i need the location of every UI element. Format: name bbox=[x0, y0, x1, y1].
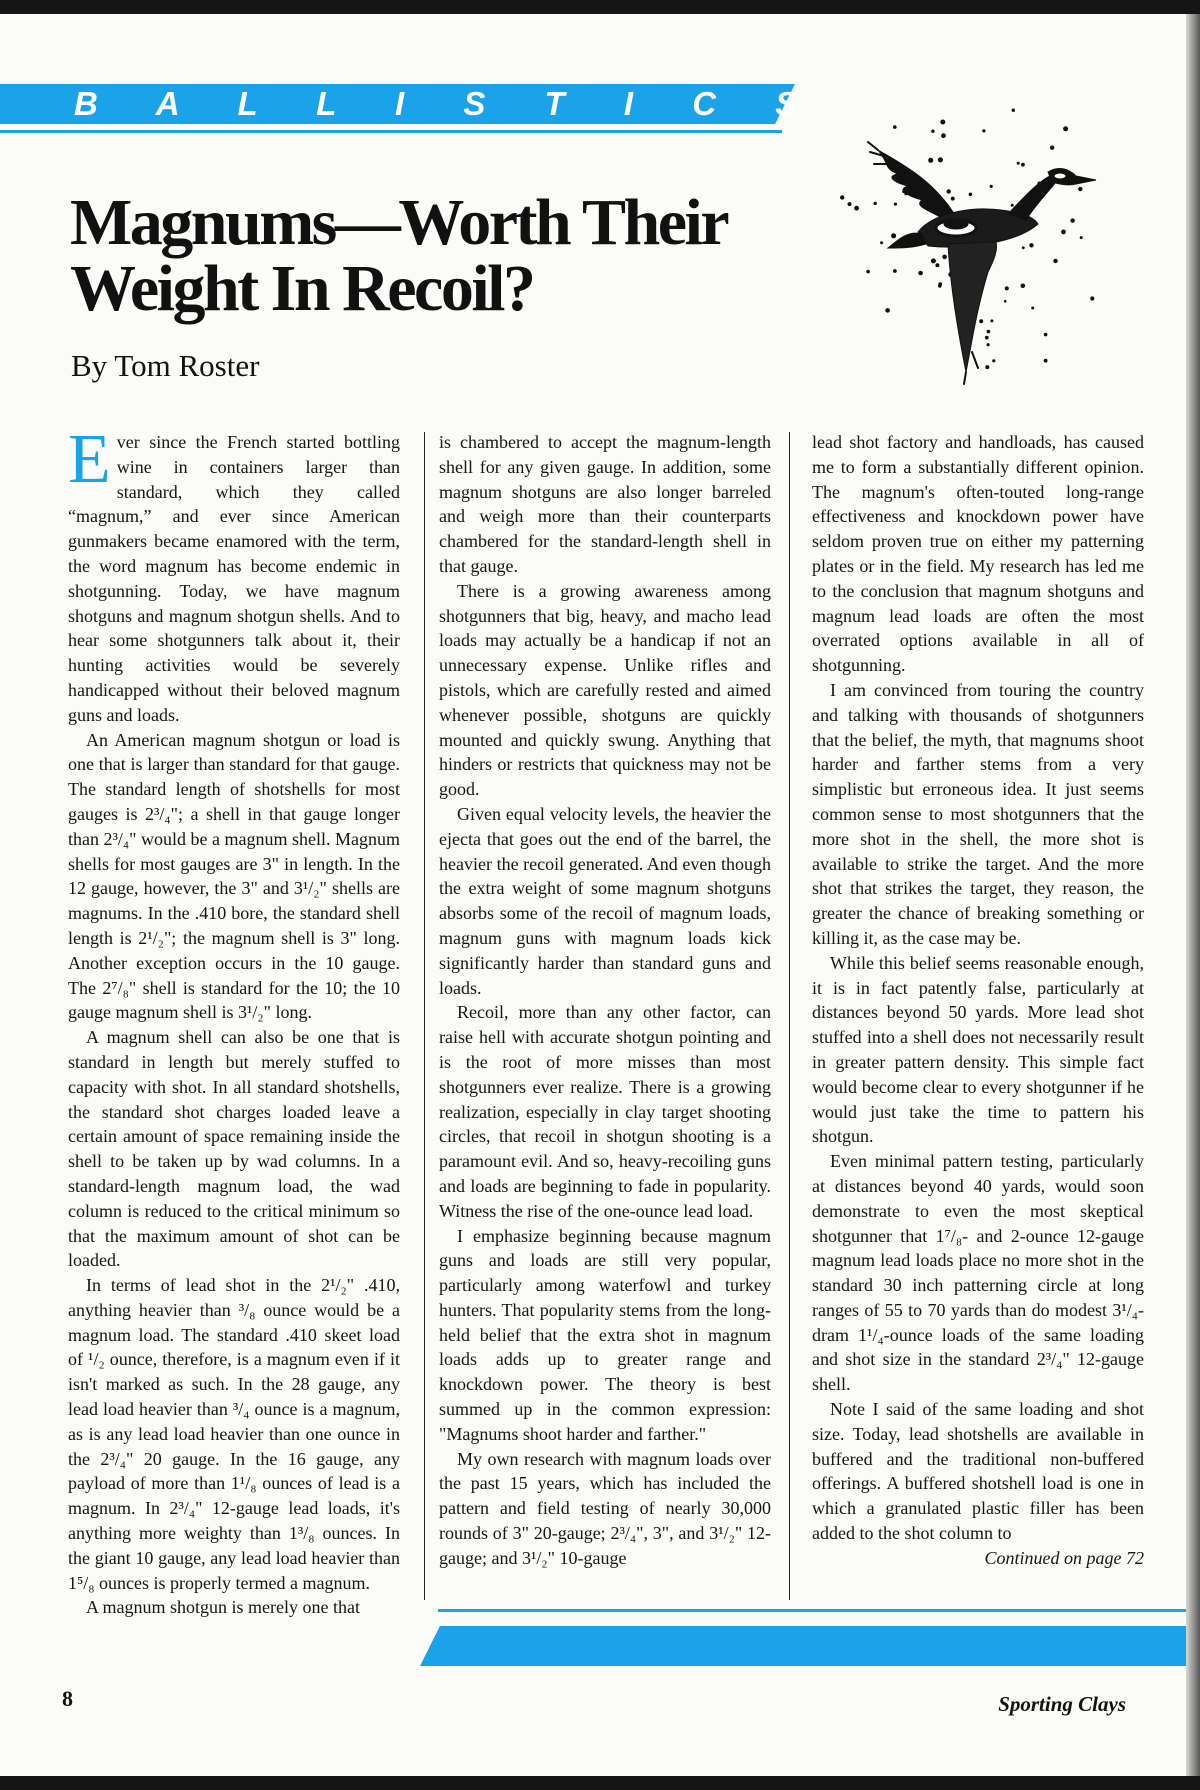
scan-border-top bbox=[0, 0, 1200, 14]
shot-pellet bbox=[1021, 163, 1025, 167]
paragraph: There is a growing awareness among shotgunners that big, heavy, and macho lead loads may actually be a handicap if not an unnecessary expense. Unlike rifles and pistols, which are carefully rested and aimed whenever possible, shotguns are quickly mounted and quickly swung. Anything that hinders or restricts that quickness may not be good. bbox=[439, 580, 771, 800]
article-title: Magnums—Worth Their Weight In Recoil? bbox=[70, 186, 726, 325]
shot-pellet bbox=[1090, 296, 1094, 300]
shot-pellet bbox=[987, 343, 990, 346]
paragraph: A magnum shotgun is merely one that bbox=[86, 1597, 360, 1618]
shot-pellet bbox=[1070, 218, 1074, 222]
shot-pellet bbox=[1021, 284, 1026, 289]
shot-pellet bbox=[874, 202, 877, 205]
shot-pellet bbox=[938, 284, 942, 288]
shot-pellet bbox=[891, 233, 896, 238]
paragraph: I emphasize beginning because magnum guns and loads are still very popular, particularly among waterfowl and turkey hunters. That popularity stems from the long-held belief that the extra shot in magnum loads adds up to greater range and knockdown power. The theory is best summed up in the common expression: "Magnums shoot harder and farther." bbox=[439, 1225, 771, 1444]
article-column-2 bbox=[439, 430, 771, 1571]
shot-pellet bbox=[854, 206, 859, 211]
shot-pellet bbox=[942, 255, 947, 260]
page-edge bbox=[1186, 0, 1200, 1790]
shot-pellet bbox=[1031, 307, 1034, 310]
shot-pellet bbox=[990, 319, 993, 322]
shot-pellet bbox=[1012, 109, 1015, 112]
shot-pellet bbox=[840, 195, 844, 199]
shot-pellet bbox=[982, 129, 985, 132]
shot-pellet bbox=[940, 120, 945, 125]
shot-pellet bbox=[951, 197, 955, 201]
shot-pellet bbox=[1029, 243, 1033, 247]
shot-pellet bbox=[1022, 246, 1025, 249]
shot-pellet bbox=[1005, 286, 1009, 290]
shot-pellet bbox=[985, 365, 989, 369]
shot-pellet bbox=[1063, 126, 1068, 131]
shot-pellet bbox=[1053, 259, 1057, 263]
shot-pellet bbox=[990, 185, 993, 188]
scan-border-bottom bbox=[0, 1776, 1200, 1790]
shot-pellet bbox=[1050, 146, 1054, 150]
paragraph: Given equal velocity levels, the heavier the ejecta that goes out the end of the barrel, the heavier the recoil generated. And even though the extra weight of some magnum shotguns absorbs some of the recoil of magnum loads, magnum guns with magnum loads kick significantly harder than standard guns and loads. bbox=[439, 803, 771, 998]
shot-pellet bbox=[928, 158, 933, 163]
shot-pellet bbox=[1004, 300, 1007, 303]
shot-pellet bbox=[987, 330, 991, 334]
shot-pellet bbox=[1078, 187, 1082, 191]
paragraph: I am convinced from touring the country and talking with thousands of shotgunners that the belief, the myth, that magnums shoot harder and farther stems from a very simplistic but erroneous idea. It just seems common sense to most shotgunners that the more shot in the shell, the more shot is available to strike the target. And the more shot that strikes the target, they reason, the greater the chance of breaking something or killing it, as the case may be. bbox=[812, 679, 1144, 948]
footer-band bbox=[420, 1626, 1186, 1666]
article-byline: By Tom Roster bbox=[71, 348, 260, 383]
shot-pellet bbox=[894, 203, 897, 206]
section-label: B A L L I S T I C S bbox=[74, 85, 823, 122]
paragraph: Note I said of the same loading and shot size. Today, lead shotshells are available in buffered and the traditional non-buffered offerings. A buffered shotshell load is one in which a granulated plastic filler has been added to the shot column to bbox=[812, 1399, 1144, 1544]
magazine-name: Sporting Clays bbox=[998, 1692, 1126, 1716]
drop-cap: E bbox=[68, 421, 111, 498]
paragraph: A magnum shell can also be one that is standard in length but merely stuffed to capacity with shot. In all standard shotshells, the standard shot charges loaded leave a certain amount of space remaining inside the shell to be taken up by wad columns. In a standard-length magnum load, the wad column is reduced to the critical minimum so that the maximum amount of shot can be loaded. bbox=[68, 1027, 400, 1271]
page-number: 8 bbox=[62, 1686, 73, 1711]
shot-pellet bbox=[893, 269, 897, 273]
paragraph: An American magnum shotgun or load is one that is larger than standard for that gauge. The standard length of shotshells for most gauges is 2³/₄"; a shell in that gauge longer than 2³/₄" would be a magnum shell. Magnum shells for most gauges are 3" in length. In the 12 gauge, however, the 3" and 3¹/₂" shells are magnums. In the .410 bore, the standard shell length is 2¹/₂"; the magnum shell is 3" long. Another exception occurs in the 10 gauge. The 2⁷/₈" shell is standard for the 10; the 10 gauge magnum shell is 3¹/₂" long. bbox=[68, 729, 400, 1023]
shot-pellet bbox=[1080, 236, 1083, 239]
shot-pellet bbox=[893, 125, 897, 129]
paragraph: While this belief seems reasonable enough, it is in fact patently false, particularly at distances beyond 50 yards. More lead shot stuffed into a shell does not necessarily result in greater pattern density. This simple fact would become clear to every shotgunner if he would just take the time to pattern his shotgun. bbox=[812, 952, 1144, 1147]
section-rule bbox=[0, 130, 782, 133]
goose-icon bbox=[868, 142, 1096, 384]
shot-pellet bbox=[941, 133, 946, 138]
shot-pellet bbox=[947, 189, 951, 193]
shot-pellet bbox=[1044, 359, 1048, 363]
shot-pellet bbox=[880, 241, 883, 244]
goose-shot-illustration bbox=[838, 72, 1108, 392]
shot-pellet bbox=[866, 270, 870, 274]
article-column-1 bbox=[68, 421, 400, 1620]
paragraph: In terms of lead shot in the 2¹/₂" .410, anything heavier than ³/₈ ounce would be a magnum load. The standard .410 skeet load of ¹/₂ ounce, therefore, is a magnum even if it isn't marked as such. In the 28 gauge, any lead load heavier than ³/₄ ounce is a magnum, as is any lead load heavier than one ounce in the 2³/₄" 20 gauge. In the 16 gauge, any payload of more than 1¹/₈ ounces of lead is a magnum. In 2³/₄" 12-gauge lead loads, it's anything more weighty than 1³/₈ ounces. In the giant 10 gauge, any lead load heavier than 1⁵/₈ ounces is properly termed a magnum. bbox=[68, 1275, 400, 1593]
shot-pellet bbox=[969, 193, 973, 197]
shot-pellet bbox=[985, 336, 989, 340]
shot-pellet bbox=[931, 258, 936, 263]
shot-pellet bbox=[931, 130, 934, 133]
shot-pellet bbox=[1061, 230, 1066, 235]
footer-rule bbox=[438, 1609, 1186, 1612]
shot-pellet bbox=[848, 202, 852, 206]
shot-pellet bbox=[885, 308, 890, 313]
paragraph: Even minimal pattern testing, particularly at distances beyond 40 yards, would soon demonstrate to even the most skeptical shotgunner that 1⁷/₈- and 2-ounce 12-gauge magnum lead loads place no more shot in the standard 30 inch patterning circle at long ranges of 55 to 70 yards than do modest 3¹/₄-dram 1¹/₄-ounce loads of the same loading and shot size in the standard 2³/₄" 12-gauge shell. bbox=[812, 1151, 1144, 1395]
shot-pellet bbox=[992, 359, 995, 362]
shot-pellet bbox=[979, 319, 983, 323]
continued-note: Continued on page 72 bbox=[984, 1547, 1144, 1568]
paragraph: lead shot factory and handloads, has caused me to form a substantially different opinion. The magnum's often-touted long-range effectiveness and knockdown power have seldom proven true on either my patterning plates or in the field. My research has led me to the conclusion that magnum shotguns and magnum lead loads are often the most overrated options available in all of shotgunning. bbox=[812, 432, 1144, 676]
column-divider bbox=[789, 432, 790, 1600]
paragraph: is chambered to accept the magnum-length shell for any given gauge. In addition, some magnum shotguns are also longer barreled and weigh more than their counterparts chambered for the standard-length shell in that gauge. bbox=[439, 432, 771, 576]
article-column-3 bbox=[812, 430, 1144, 1571]
shot-pellet bbox=[1044, 333, 1048, 337]
paragraph: My own research with magnum loads over the past 15 years, which has included the pattern and field testing of nearly 30,000 rounds of 3" 20-gauge; 2³/₄", 3", and 3¹/₂" 12-gauge; and 3¹/₂" 10-gauge bbox=[439, 1448, 771, 1568]
shot-pellet bbox=[1017, 162, 1020, 165]
shot-pellet bbox=[938, 157, 943, 162]
shot-pellet bbox=[935, 263, 939, 267]
paragraph: Recoil, more than any other factor, can raise hell with accurate shotgun pointing and is the root of more misses than most shotgunners ever realize. There is a growing realization, especially in clay target shooting circles, that recoil in shotgun shooting is a paramount evil. And so, heavy-recoiling guns and loads are beginning to fade in popularity. Witness the rise of the one-ounce lead load. bbox=[439, 1002, 771, 1221]
shot-pellet bbox=[918, 271, 923, 276]
shot-pellet bbox=[1011, 204, 1014, 207]
column-divider bbox=[424, 432, 425, 1600]
paragraph: Ever since the French started bottling wine in containers larger than standard, which they called “magnum,” and ever since American gunmakers became enamored with the term, the word magnum has become endemic in shotgunning. Today, we have magnum shotguns and magnum shotgun shells. And to hear some shotgunners talk about it, their hunting activities would be severely handicapped without their beloved magnum guns and loads. bbox=[68, 421, 400, 725]
